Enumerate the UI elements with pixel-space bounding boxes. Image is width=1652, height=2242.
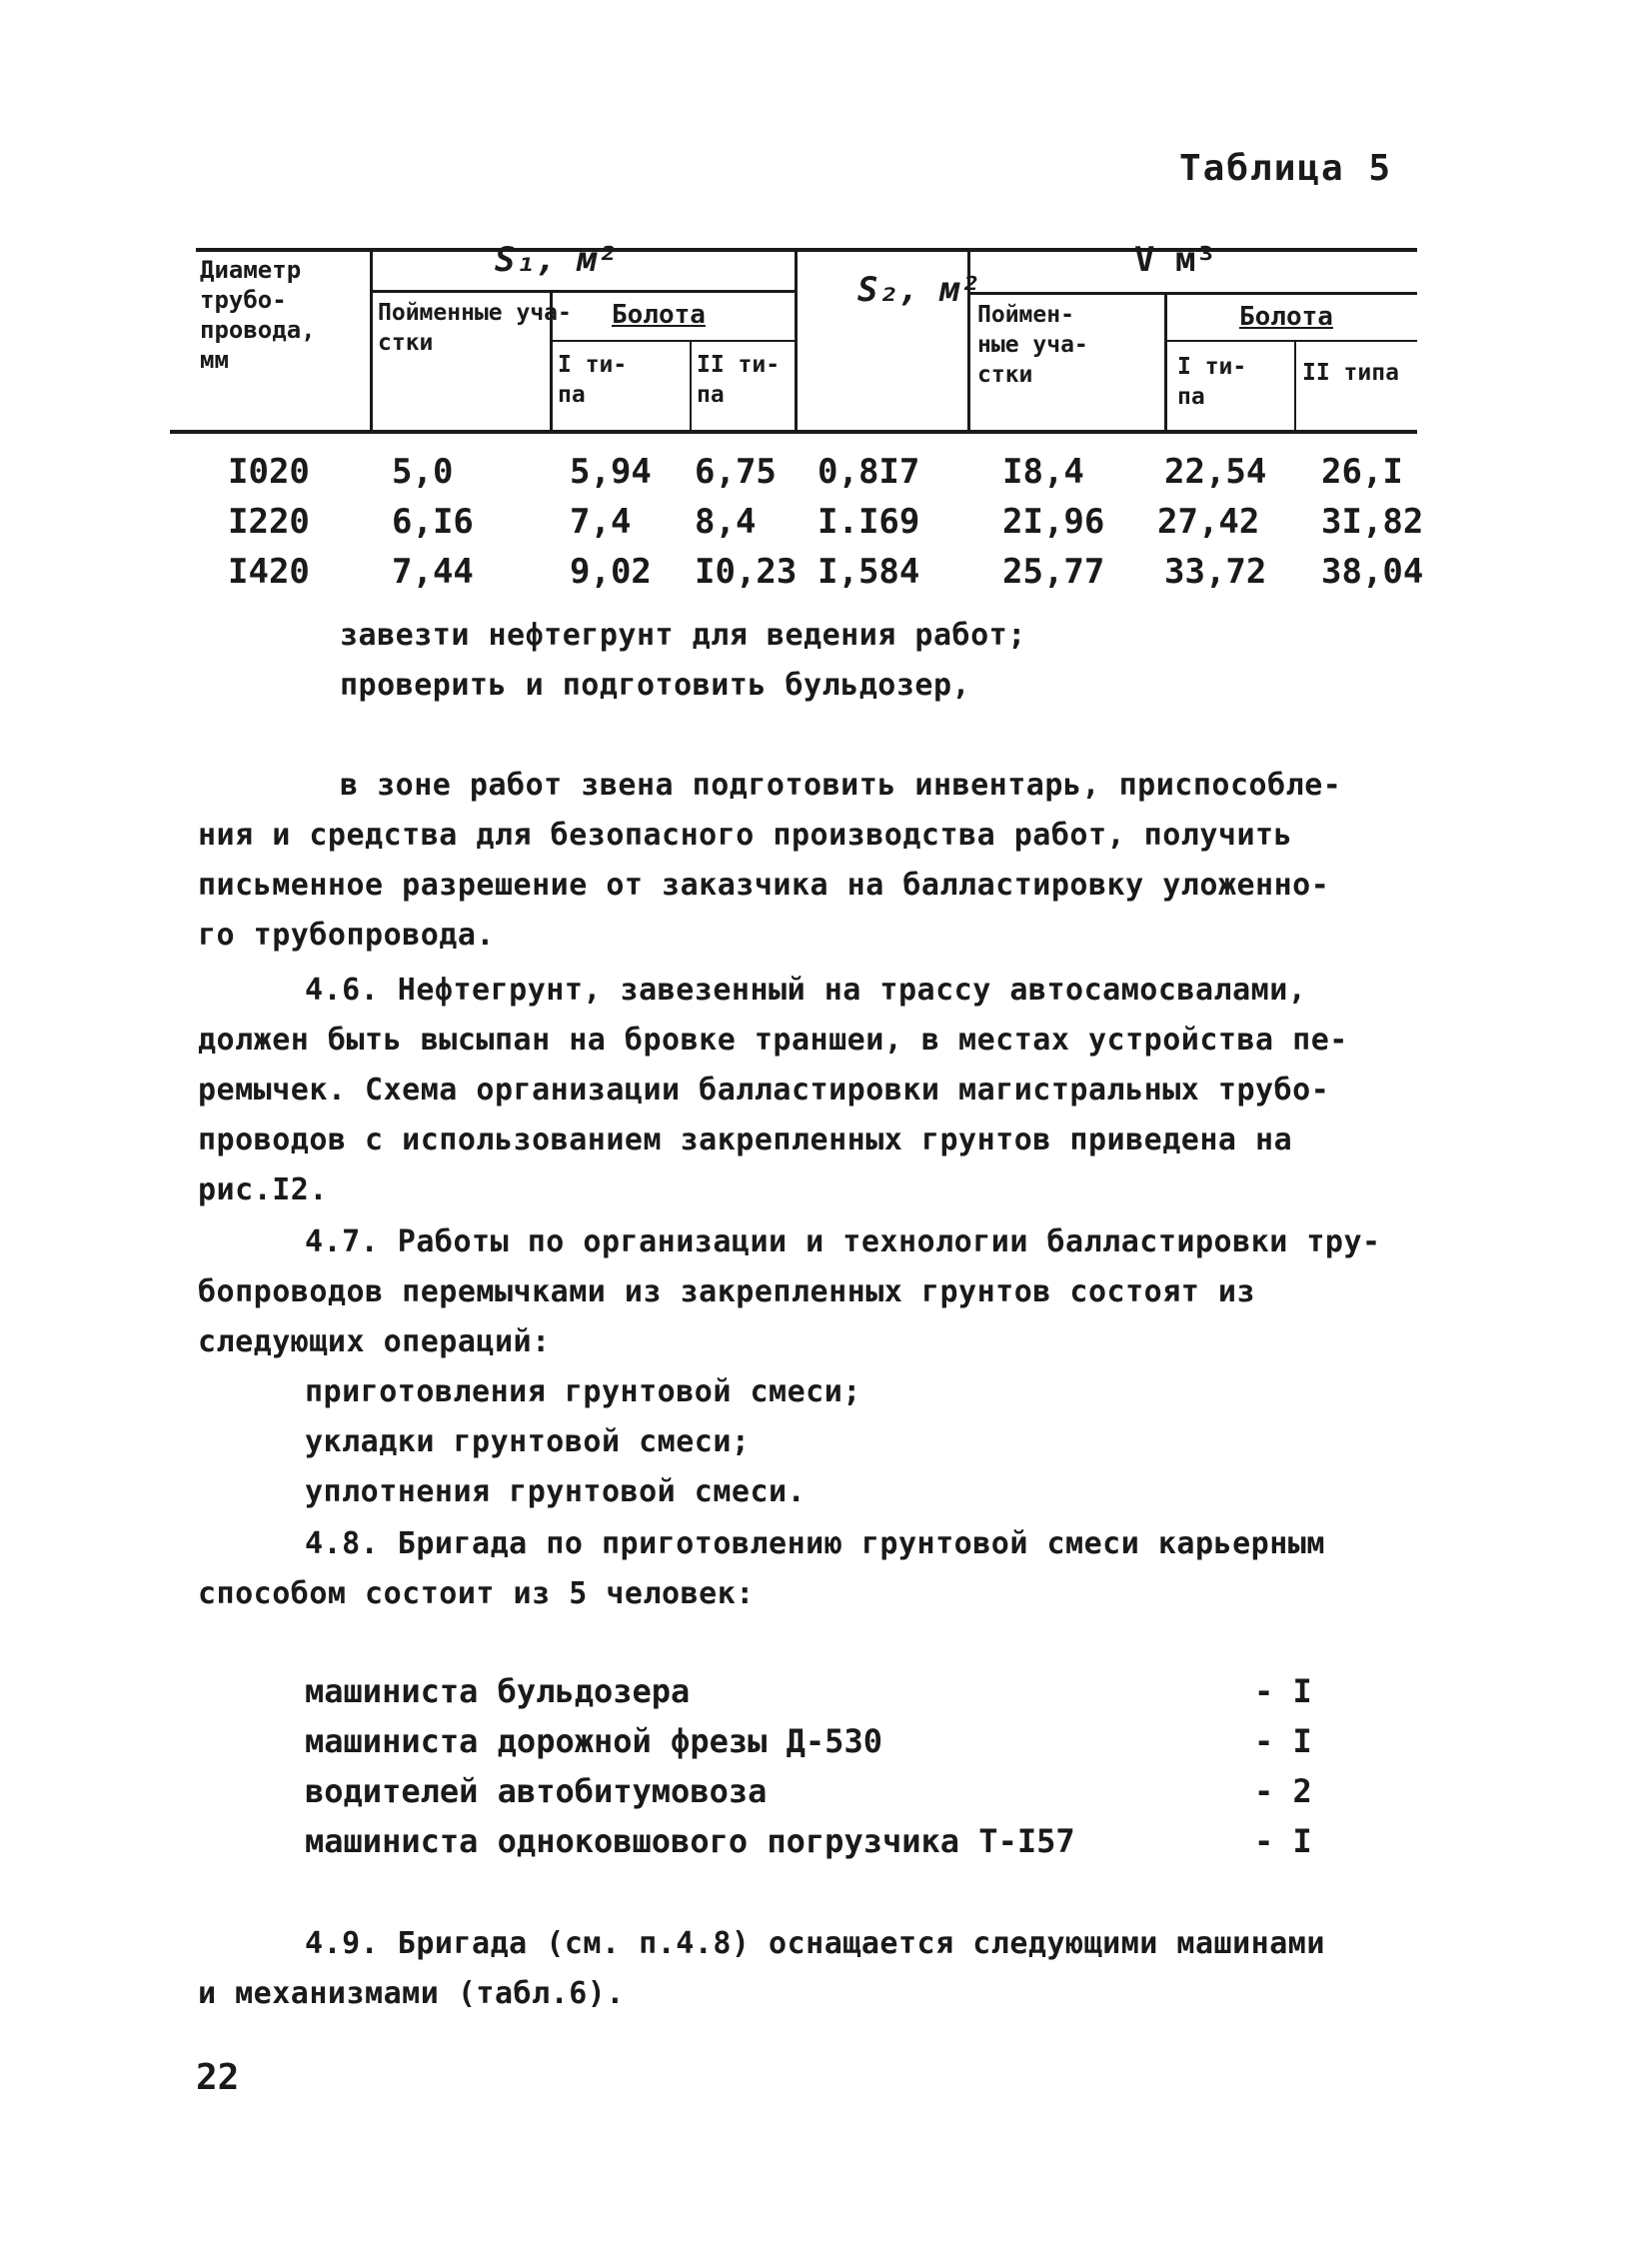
cell-s1-floodplain: 5,0 <box>392 452 454 492</box>
cell-s1-type1: 7,4 <box>570 502 632 542</box>
header-swamps-v: Болота <box>1239 302 1333 332</box>
crew-count: - I <box>1254 1822 1312 1860</box>
header-s2: S₂, м² <box>857 270 980 310</box>
table-swamps-rule <box>550 340 795 342</box>
cell-s1-floodplain: 6,I6 <box>392 502 474 542</box>
cell-diameter: I420 <box>228 552 310 592</box>
cell-v-type1: 33,72 <box>1164 552 1267 592</box>
cell-s2: I,584 <box>818 552 920 592</box>
text-line: должен быть высыпан на бровке траншеи, в местах устройства пе- <box>198 1023 1348 1058</box>
cell-v-type1: 22,54 <box>1164 452 1267 492</box>
table-vline-1 <box>370 250 373 432</box>
cell-diameter: I220 <box>228 502 310 542</box>
text-line: го трубопровода. <box>198 918 495 953</box>
cell-s2: 0,8I7 <box>818 452 920 492</box>
table-top-border <box>196 248 1417 252</box>
cell-v-type1: 27,42 <box>1157 502 1260 542</box>
table-vline-6 <box>1164 294 1167 432</box>
text-line: и механизмами (табл.6). <box>198 1976 625 2011</box>
table-s1-rule <box>370 290 795 293</box>
cell-s1-type1: 5,94 <box>570 452 652 492</box>
cell-v-floodplain: I8,4 <box>1002 452 1084 492</box>
crew-count: - I <box>1254 1672 1312 1710</box>
header-swamps: Болота <box>612 300 706 330</box>
cell-v-type2: 26,I <box>1321 452 1403 492</box>
cell-s1-type2: I0,23 <box>695 552 798 592</box>
table-vline-4 <box>795 250 798 432</box>
text-line: укладки грунтовой смеси; <box>305 1424 751 1459</box>
header-type2-v: II типа <box>1302 360 1399 386</box>
text-line: 4.8. Бригада по приготовлению грунтовой смеси карьерным <box>305 1526 1325 1561</box>
cell-diameter: I020 <box>228 452 310 492</box>
text-line: 4.9. Бригада (см. п.4.8) оснащается следующими машинами <box>305 1926 1325 1961</box>
text-line: уплотнения грунтовой смеси. <box>305 1474 807 1509</box>
crew-role: машиниста бульдозера <box>305 1672 691 1710</box>
header-s1: S₁, м² <box>495 240 618 280</box>
text-line: проверить и подготовить бульдозер, <box>340 668 971 703</box>
cell-v-floodplain: 25,77 <box>1002 552 1105 592</box>
crew-role: водителей автобитумовоза <box>305 1772 768 1810</box>
text-line: приготовления грунтовой смеси; <box>305 1374 861 1409</box>
cell-v-floodplain: 2I,96 <box>1002 502 1105 542</box>
text-line: способом состоит из 5 человек: <box>198 1576 755 1611</box>
table-caption: Таблица 5 <box>1179 148 1393 189</box>
text-line: ремычек. Схема организации балластировки магистральных трубо- <box>198 1073 1330 1108</box>
header-type2: II ти- па <box>697 352 781 408</box>
cell-s1-type1: 9,02 <box>570 552 652 592</box>
header-floodplain-v: Поймен- ные уча- стки <box>977 302 1088 388</box>
crew-count: - I <box>1254 1722 1312 1760</box>
crew-count: - 2 <box>1254 1772 1312 1810</box>
crew-role: машиниста одноковшового погрузчика Т-I57 <box>305 1822 1075 1860</box>
text-line: следующих операций: <box>198 1324 551 1359</box>
header-type1: I ти- па <box>558 352 628 408</box>
header-diameter: Диаметр трубо- провода, мм <box>200 256 316 374</box>
cell-v-type2: 38,04 <box>1321 552 1424 592</box>
table-vline-7 <box>1294 342 1296 432</box>
text-line: бопроводов перемычками из закрепленных грунтов состоят из <box>198 1274 1256 1309</box>
crew-role: машиниста дорожной фрезы Д-530 <box>305 1722 882 1760</box>
cell-s1-type2: 8,4 <box>695 502 757 542</box>
table-header-bottom <box>170 430 1417 434</box>
text-line: письменное разрешение от заказчика на балластировку уложенно- <box>198 868 1330 903</box>
header-v: V м³ <box>1134 240 1216 280</box>
cell-s1-floodplain: 7,44 <box>392 552 474 592</box>
text-line: завезти нефтегрунт для ведения работ; <box>340 618 1026 653</box>
page-number: 22 <box>196 2057 240 2098</box>
table-v-rule <box>969 292 1417 295</box>
text-line: в зоне работ звена подготовить инвентарь, приспособле- <box>340 768 1342 803</box>
cell-s2: I.I69 <box>818 502 920 542</box>
text-line: рис.I2. <box>198 1172 328 1207</box>
text-line: 4.7. Работы по организации и технологии балластировки тру- <box>305 1224 1381 1259</box>
cell-s1-type2: 6,75 <box>695 452 777 492</box>
header-floodplain: Пойменные уча- стки <box>378 300 572 356</box>
table-vline-3 <box>690 342 692 432</box>
text-line: 4.6. Нефтегрунт, завезенный на трассу автосамосвалами, <box>305 973 1307 1008</box>
header-type1-v: I ти- па <box>1177 354 1247 410</box>
text-line: ния и средства для безопасного производства работ, получить <box>198 818 1293 853</box>
cell-v-type2: 3I,82 <box>1321 502 1424 542</box>
table-swamps-v-rule <box>1164 340 1417 342</box>
text-line: проводов с использованием закрепленных грунтов приведена на <box>198 1122 1293 1157</box>
